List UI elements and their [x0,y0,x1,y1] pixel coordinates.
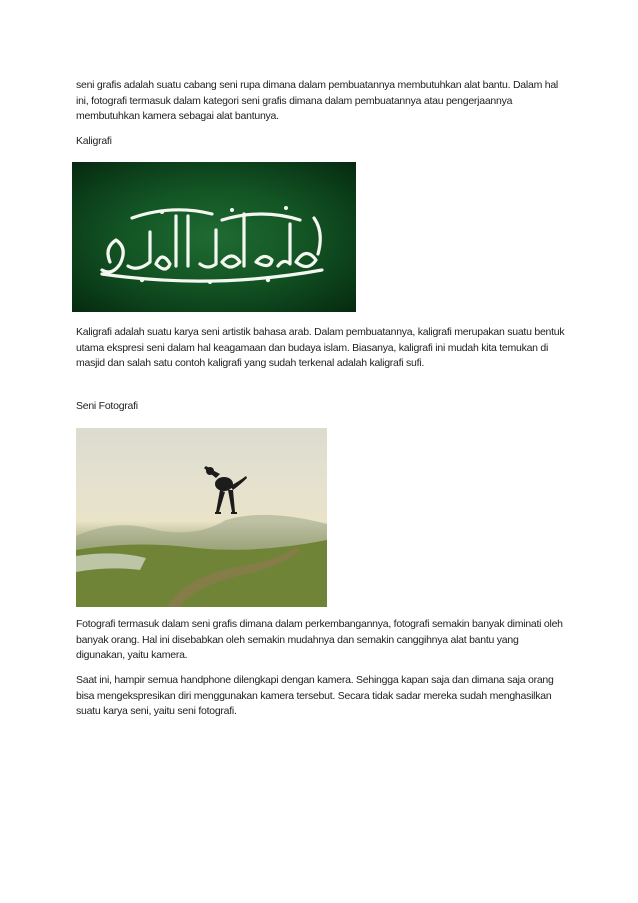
kaligrafi-paragraph: Kaligrafi adalah suatu karya seni artistik bahasa arab. Dalam pembuatannya, kaligrafi merupakan suatu bentuk utama ekspresi seni dalam hal keagamaan dan budaya islam. Biasanya, kaligrafi ini mudah kita temukan di masjid dan salah satu contoh kaligrafi yang sudah terkenal adalah kaligrafi sufi. [76,326,565,369]
heading-kaligrafi: Kaligrafi [76,135,112,147]
kaligrafi-image [72,162,356,312]
fotografi-image [76,428,327,607]
fotografi-paragraph-2: Saat ini, hampir semua handphone dilengkapi dengan kamera. Sehingga kapan saja dan dimana saja orang bisa mengekspresikan diri menggunakan kamera tersebut. Secara tidak sadar mereka sudah menghasilkan suatu karya seni, yaitu seni fotografi. [76,674,554,717]
levitating-person-photo [76,428,327,607]
heading-seni-fotografi: Seni Fotografi [76,400,138,412]
intro-paragraph: seni grafis adalah suatu cabang seni rupa dimana dalam pembuatannya membutuhkan alat bantu. Dalam hal ini, fotografi termasuk dalam kategori seni grafis dimana dalam pembuatannya atau pengerjaannya membutuhkan kamera sebagai alat bantunya. [76,79,558,122]
fotografi-paragraph-1: Fotografi termasuk dalam seni grafis dimana dalam perkembangannya, fotografi semakin banyak diminati oleh banyak orang. Hal ini disebabkan oleh semakin mudahnya dan semakin canggihnya alat bantu yang digunakan, yaitu kamera. [76,618,563,661]
arabic-calligraphy-art [72,162,356,312]
